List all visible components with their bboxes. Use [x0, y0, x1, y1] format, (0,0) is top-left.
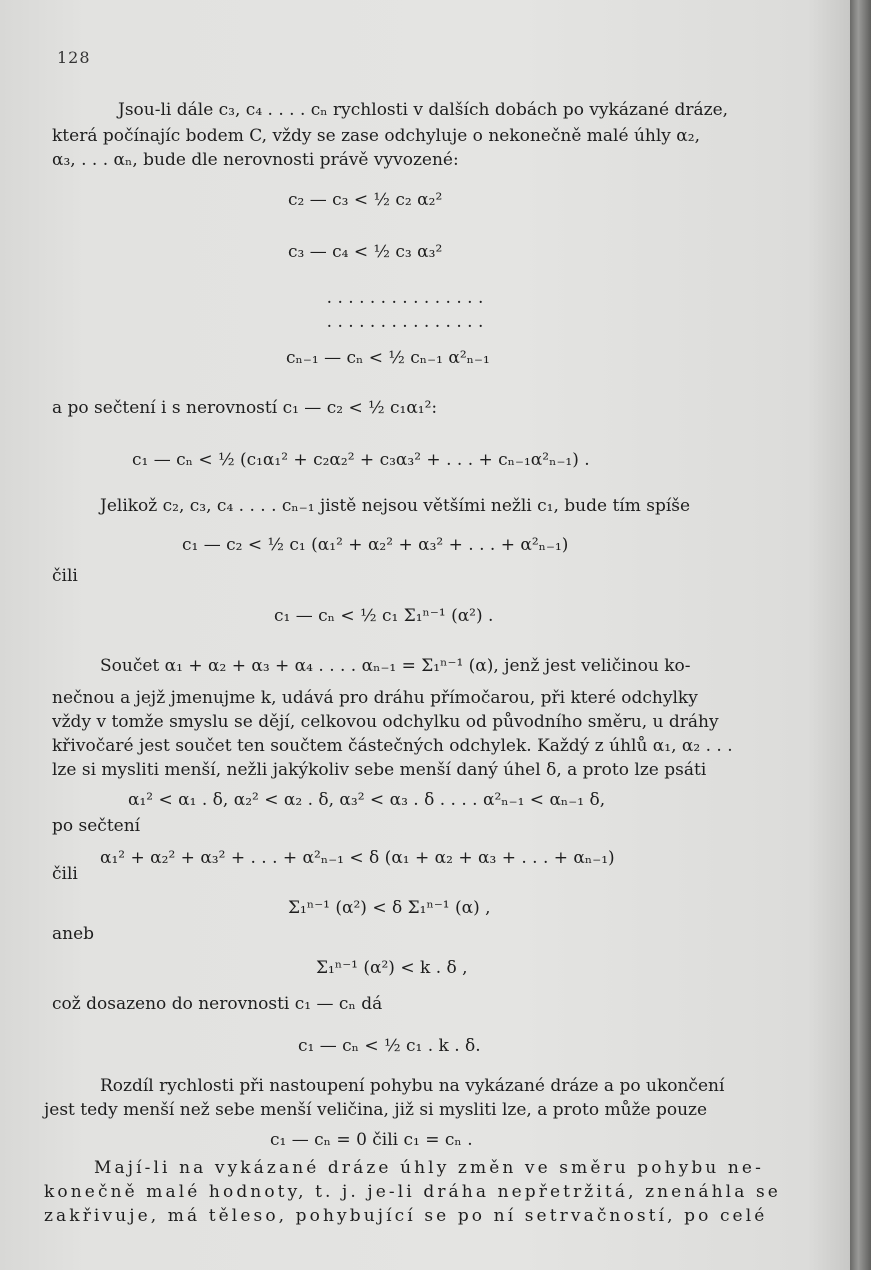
text-line: Jelikož c₂, c₃, c₄ . . . . cₙ₋₁ jistě nejsou většími nežli c₁, bude tím spíše [100, 496, 691, 516]
equation: c₁ — cₙ = 0 čili c₁ = cₙ . [270, 1130, 473, 1150]
page-number: 128 [57, 48, 91, 67]
text-line: čili [52, 566, 78, 586]
equation: c₁ — cₙ < ½ (c₁α₁² + c₂α₂² + c₃α₃² + . . . + cₙ₋₁α²ₙ₋₁) . [132, 450, 590, 470]
equation: c₃ — c₄ < ½ c₃ α₃² [288, 242, 443, 262]
equation: c₁ — cₙ < ½ c₁ Σ₁ⁿ⁻¹ (α²) . [274, 606, 494, 626]
text-line: která počínajíc bodem C, vždy se zase odchyluje o nekonečně malé úhly α₂, [52, 126, 701, 146]
text-line: po sečtení [52, 816, 141, 836]
text-line: α₃, . . . αₙ, bude dle nerovnosti právě vyvozené: [52, 150, 459, 170]
ellipsis-row: . . . . . . . . . . . . . . . [326, 312, 484, 332]
text-line: čili [52, 864, 78, 884]
equation: α₁² + α₂² + α₃² + . . . + α²ₙ₋₁ < δ (α₁ + α₂ + α₃ + . . . + αₙ₋₁) [100, 848, 615, 868]
spaced-text-line: zakřivuje, má těleso, pohybující se po ní setrvačností, po celé [44, 1206, 768, 1226]
equation: c₁ — cₙ < ½ c₁ . k . δ. [298, 1036, 481, 1056]
text-line: vždy v tomže smyslu se dějí, celkovou odchylku od původního směru, u dráhy [52, 712, 719, 732]
equation: Σ₁ⁿ⁻¹ (α²) < δ Σ₁ⁿ⁻¹ (α) , [288, 898, 491, 918]
equation: α₁² < α₁ . δ, α₂² < α₂ . δ, α₃² < α₃ . δ . . . . α²ₙ₋₁ < αₙ₋₁ δ, [128, 790, 606, 810]
equation: cₙ₋₁ — cₙ < ½ cₙ₋₁ α²ₙ₋₁ [286, 348, 490, 368]
equation: c₁ — c₂ < ½ c₁ (α₁² + α₂² + α₃² + . . . + α²ₙ₋₁) [182, 535, 569, 555]
book-binding-edge [850, 0, 871, 1270]
text-line: jest tedy menší než sebe menší veličina, již si mysliti lze, a proto může pouze [44, 1100, 708, 1120]
spaced-text-line: Mají-li na vykázané dráze úhly změn ve směru pohybu ne- [94, 1158, 764, 1178]
text-line: Rozdíl rychlosti při nastoupení pohybu na vykázané dráze a po ukončení [100, 1076, 725, 1096]
ellipsis-row: . . . . . . . . . . . . . . . [326, 288, 484, 308]
text-line: aneb [52, 924, 95, 944]
text-line: nečnou a jejž jmenujme k, udává pro dráhu přímočarou, při které odchylky [52, 688, 698, 708]
text-line: lze si mysliti menší, nežli jakýkoliv sebe menší daný úhel δ, a proto lze psáti [52, 760, 707, 780]
text-line: což dosazeno do nerovnosti c₁ — cₙ dá [52, 994, 383, 1014]
text-line: Součet α₁ + α₂ + α₃ + α₄ . . . . αₙ₋₁ = Σ₁ⁿ⁻¹ (α), jenž jest veličinou ko- [100, 656, 691, 676]
spaced-text-line: konečně malé hodnoty, t. j. je-li dráha nepřetržitá, znenáhla se [44, 1182, 781, 1202]
text-line: a po sečtení i s nerovností c₁ — c₂ < ½ c₁α₁²: [52, 398, 438, 418]
text-line: křivočaré jest součet ten součtem částečných odchylek. Každý z úhlů α₁, α₂ . . . [52, 736, 733, 756]
equation: Σ₁ⁿ⁻¹ (α²) < k . δ , [316, 958, 468, 978]
equation: c₂ — c₃ < ½ c₂ α₂² [288, 190, 443, 210]
text-line: Jsou-li dále c₃, c₄ . . . . cₙ rychlosti v dalších dobách po vykázané dráze, [118, 100, 729, 120]
